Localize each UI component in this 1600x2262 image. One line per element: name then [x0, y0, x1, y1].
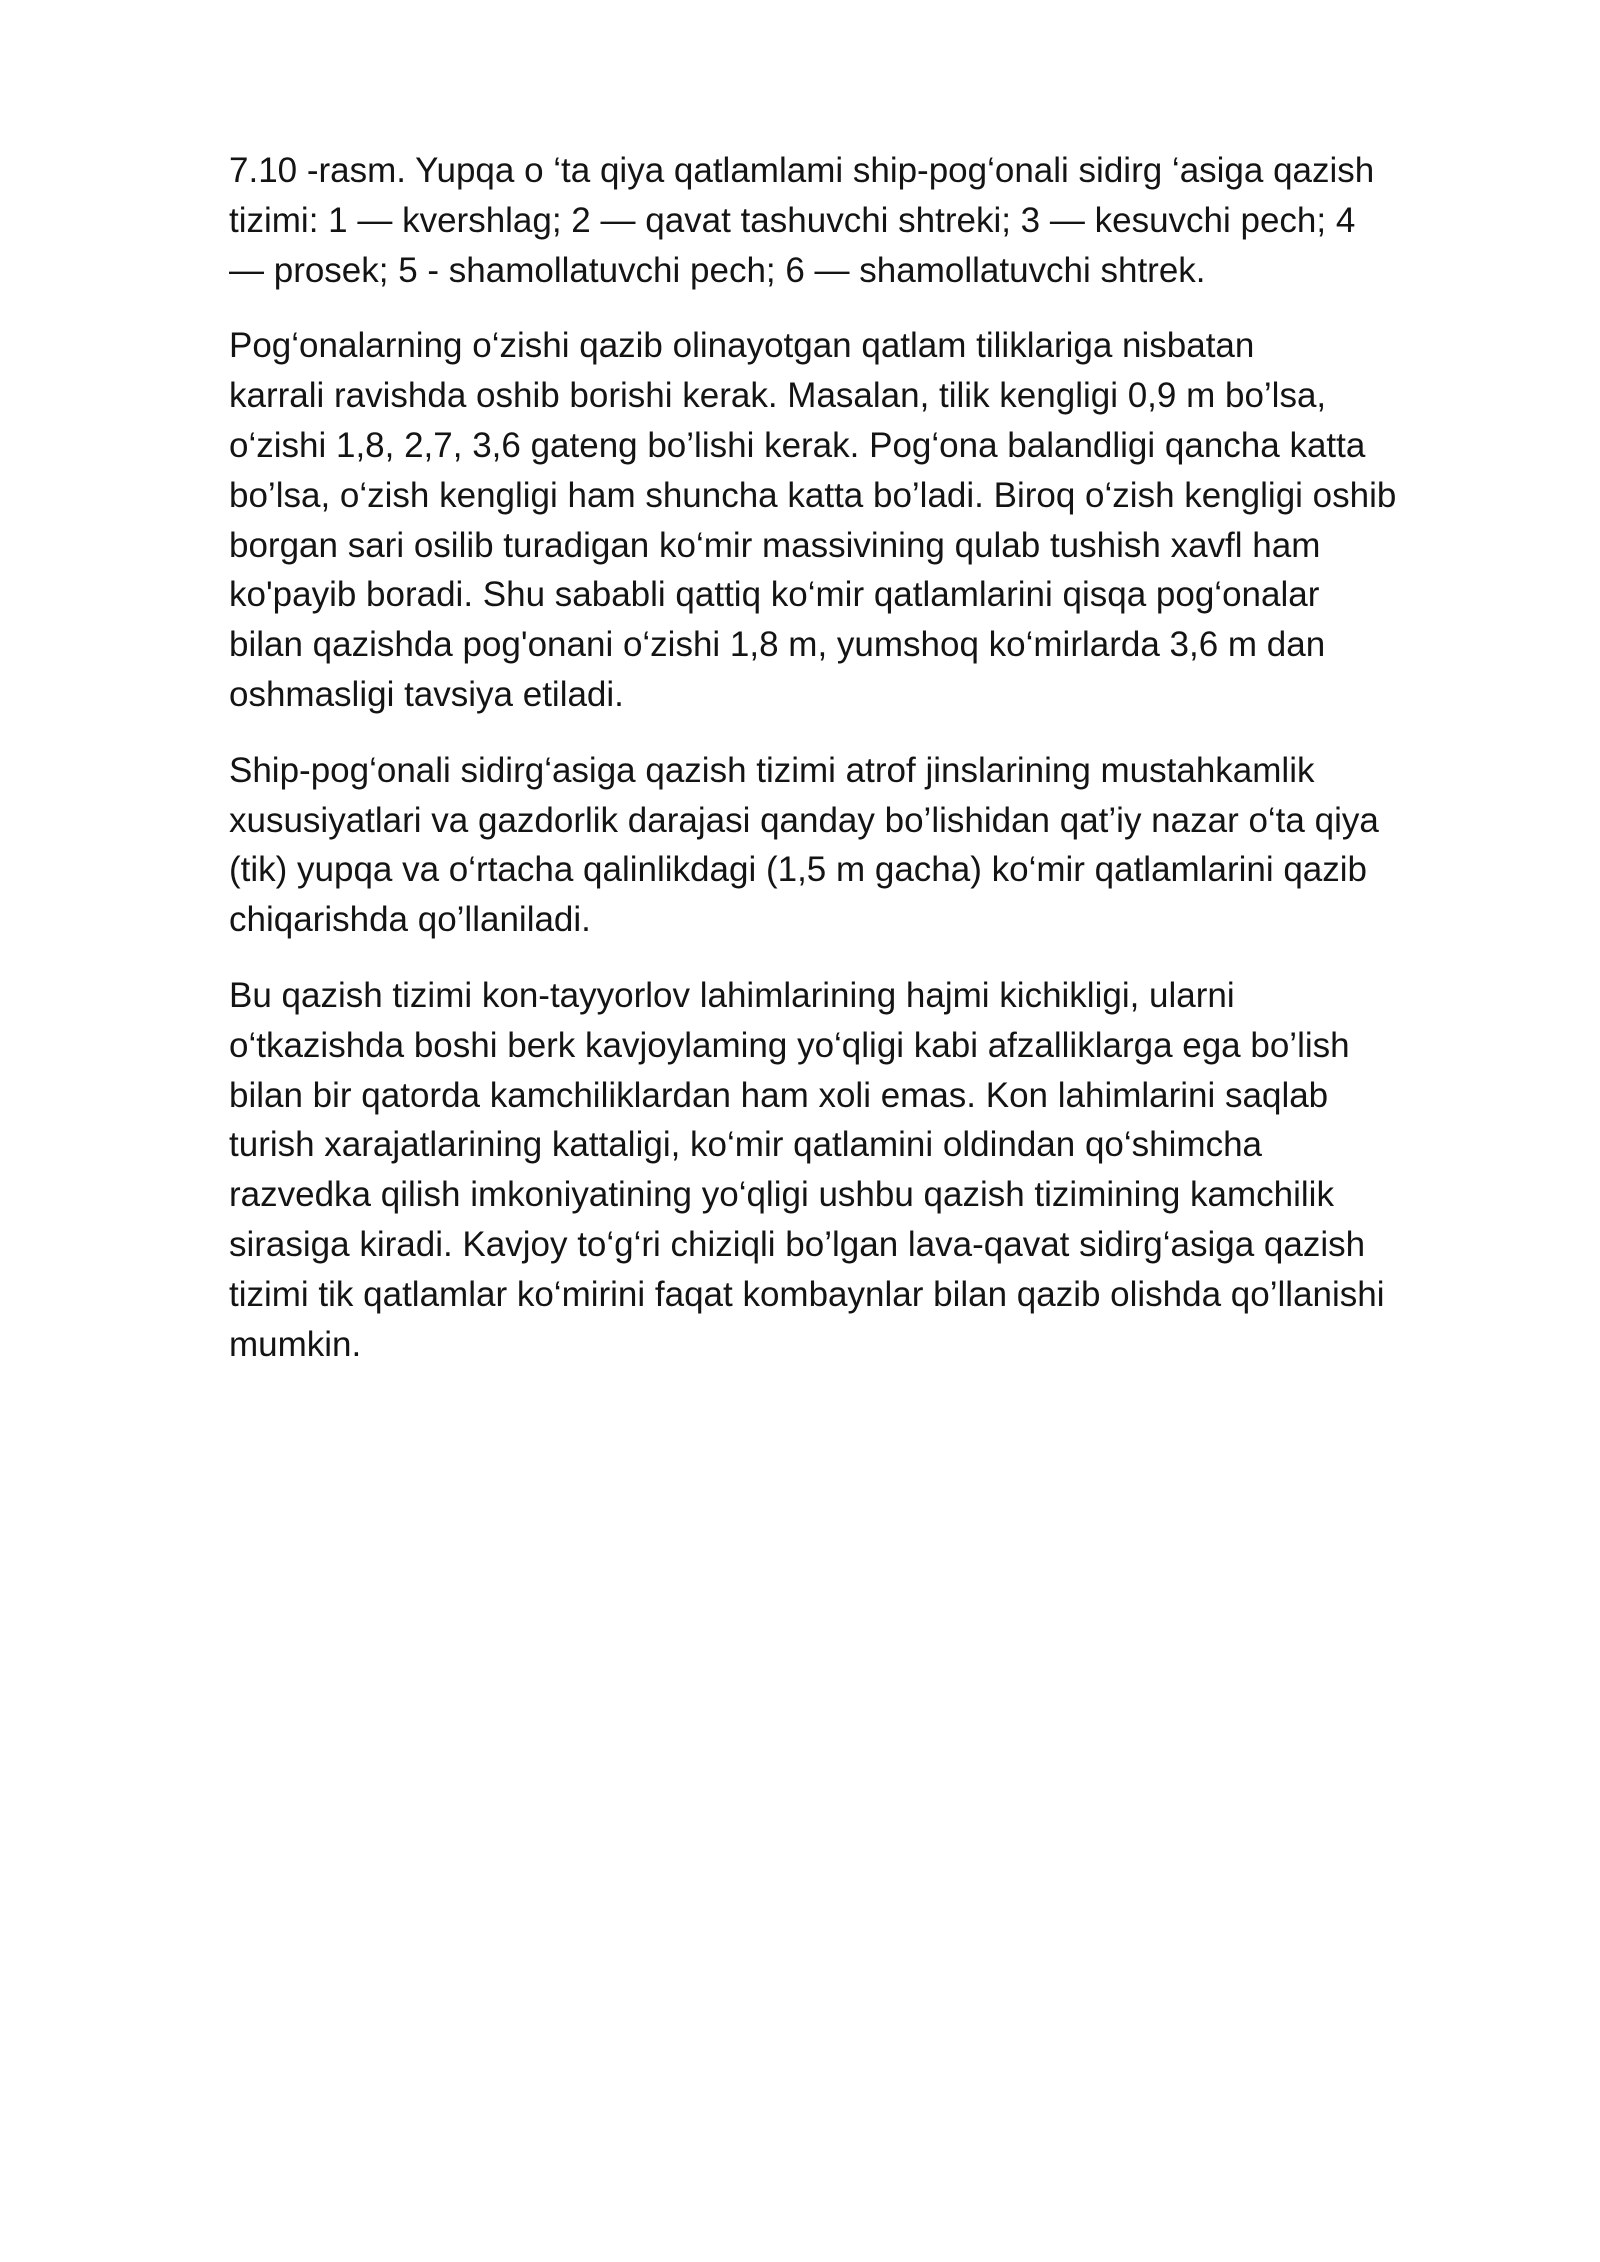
- figure-caption: 7.10 -rasm. Yupqa o ‘ta qiya qatlamlami ship-pog‘onali sidirg ‘asiga qazish tizimi: 1 — kvershlag; 2 — qavat tashuvchi shtreki; 3 — kesuvchi pech; 4 — prosek; 5 - shamollatuvchi pech; 6 — shamollatuvchi shtrek.: [229, 151, 1375, 290]
- paragraph: Bu qazish tizimi kon-tayyorlov lahimlarining hajmi kichikligi, ularni o‘tkazishda boshi berk kavjoylaming yo‘qligi kabi afzalliklarga ega bo’lish bilan bir qatorda kamchiliklardan ham xoli emas. Kon lahimlarini saqlab turish xarajatlarining kattaligi, ko‘mir qatlamini oldindan qo‘shimcha razvedka qilish imkoniyatining yo‘qligi ushbu qazish tizimining kamchilik sirasiga kiradi. Kavjoy to‘g‘ri chiziqli bo’lgan lava-qavat sidirg‘asiga qazish tizimi tik qatlamlar ko‘mirini faqat kombaynlar bilan qazib olishda qo’llanishi mumkin.: [229, 975, 1385, 1364]
- paragraph: Ship-pog‘onali sidirg‘asiga qazish tizimi atrof jinslarining mustahkamlik xususiyatlari va gazdorlik darajasi qanday bo’lishidan qat’iy nazar o‘ta qiya (tik) yupqa va o‘rtacha qalinlikdagi (1,5 m gacha) ko‘mir qatlamlarini qazib chiqarishda qo’llaniladi.: [229, 750, 1379, 940]
- paragraph: Pog‘onalarning o‘zishi qazib olinayotgan qatlam tiliklariga nisbatan karrali ravishda oshib borishi kerak. Masalan, tilik kengligi 0,9 m bo’lsa, o‘zishi 1,8, 2,7, 3,6 gateng bo’lishi kerak. Pog‘ona balandligi qancha katta bo’lsa, o‘zish kengligi ham shuncha katta bo’ladi. Biroq o‘zish kengligi oshib borgan sari osilib turadigan ko‘mir massivining qulab tushish xavfl ham ko'payib boradi. Shu sababli qattiq ko‘mir qatlamlarini qisqa pog‘onalar bilan qazishda pog'onani o‘zishi 1,8 m, yumshoq ko‘mirlarda 3,6 m dan oshmasligi tavsiya etiladi.: [229, 326, 1397, 714]
- document-body: [229, 146, 1529, 1395]
